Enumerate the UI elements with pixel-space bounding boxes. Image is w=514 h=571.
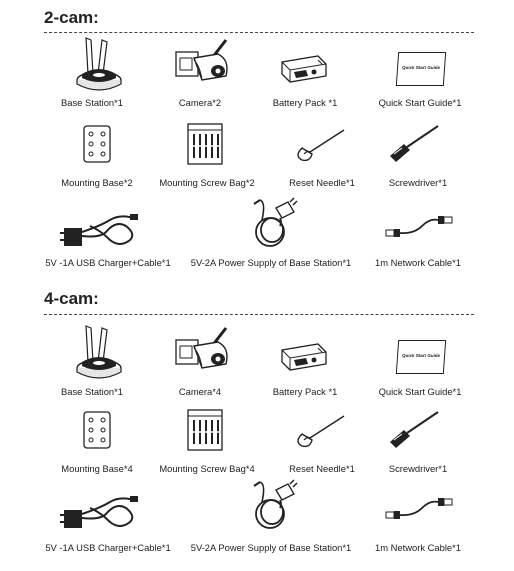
item-label: Battery Pack *1 [272,386,338,397]
usb-charger-cable-icon [60,208,140,252]
quick-start-guide-icon [396,340,446,374]
mounting-screw-bag-icon [186,408,224,452]
item-label: Reset Needle*1 [289,463,355,474]
power-supply-icon [246,196,302,252]
item-label: Mounting Base*2 [61,177,133,188]
dashed-divider [44,32,474,33]
item-label: 1m Network Cable*1 [375,257,461,268]
network-cable-icon [384,496,454,524]
item-label: Quick Start Guide*1 [378,97,462,108]
mounting-base-icon [82,124,112,164]
section-title-text: 2-cam [44,8,94,27]
item-label: Battery Pack *1 [272,97,338,108]
item-label: 5V-2A Power Supply of Base Station*1 [190,542,352,553]
reset-needle-icon [296,126,348,162]
dashed-divider [44,314,474,315]
item-label: Quick Start Guide*1 [378,386,462,397]
section-2-cam [0,0,514,285]
item-label: Mounting Screw Bag*4 [159,463,255,474]
section-title [44,289,99,309]
mounting-screw-bag-icon [186,122,224,166]
section-title-colon: : [93,289,99,308]
battery-pack-icon [278,52,330,88]
item-label: Mounting Screw Bag*2 [159,177,255,188]
guide-cover-text: Quick Start Guide [401,353,441,358]
item-label: Camera*2 [178,97,222,108]
item-label: Screwdriver*1 [388,177,448,188]
section-4-cam [0,286,514,571]
item-label: 5V -1A USB Charger+Cable*1 [45,542,171,553]
item-label: Base Station*1 [60,97,124,108]
battery-pack-icon [278,340,330,376]
power-supply-icon [246,478,302,534]
section-title-colon: : [93,8,99,27]
screwdriver-icon [386,410,442,450]
item-label: Camera*4 [178,386,222,397]
screwdriver-icon [386,124,442,164]
network-cable-icon [384,214,454,242]
base-station-icon [74,322,124,378]
section-title [44,8,99,28]
base-station-icon [74,34,124,90]
item-label: Mounting Base*4 [61,463,133,474]
reset-needle-icon [296,412,348,448]
camera-icon [174,38,238,90]
section-title-text: 4-cam [44,289,94,308]
usb-charger-cable-icon [60,490,140,534]
mounting-base-icon [82,410,112,450]
item-label: 5V -1A USB Charger+Cable*1 [45,257,171,268]
item-label: Reset Needle*1 [289,177,355,188]
item-label: 5V-2A Power Supply of Base Station*1 [190,257,352,268]
item-label: Screwdriver*1 [388,463,448,474]
camera-icon [174,326,238,378]
quick-start-guide-icon [396,52,446,86]
item-label: 1m Network Cable*1 [375,542,461,553]
item-label: Base Station*1 [60,386,124,397]
guide-cover-text: Quick Start Guide [401,65,441,70]
